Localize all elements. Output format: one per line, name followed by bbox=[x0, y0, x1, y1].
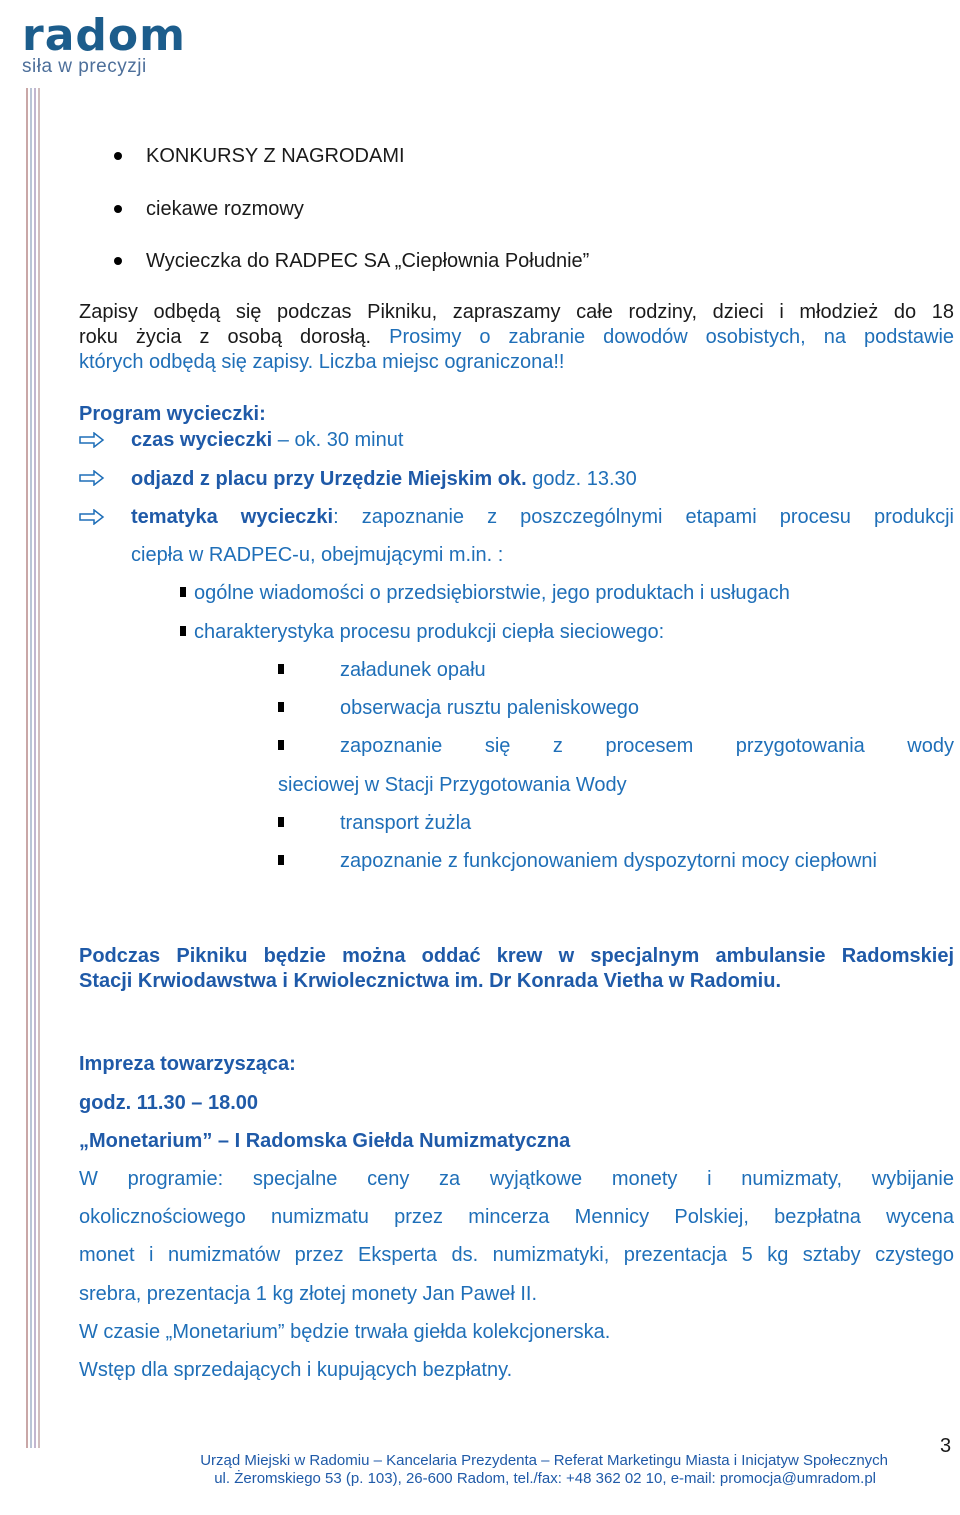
bullet-item: ciekawe rozmowy bbox=[146, 198, 304, 220]
footer-line: ul. Żeromskiego 53 (p. 103), 26-600 Radom, tel./fax: +48 362 02 10, e-mail: promocja@umradom.pl bbox=[214, 1470, 876, 1487]
square-bullet-icon bbox=[278, 855, 284, 865]
program-item-rest: : zapoznanie z poszczególnymi etapami procesu produkcji bbox=[333, 506, 954, 528]
square-bullet-icon bbox=[278, 664, 284, 674]
event-para-line: W programie: specjalne ceny za wyjątkowe monety i numizmaty, wybijanie bbox=[79, 1168, 954, 1190]
arrow-right-icon bbox=[79, 470, 105, 486]
sub-sub-item-cont: sieciowej w Stacji Przygotowania Wody bbox=[278, 774, 627, 796]
event-time: godz. 11.30 – 18.00 bbox=[79, 1092, 258, 1114]
intro-highlight: których odbędą się zapisy. bbox=[79, 351, 314, 373]
program-item-cont: ciepła w RADPEC-u, obejmującymi m.in. : bbox=[131, 544, 504, 566]
program-item-rest: – ok. 30 minut bbox=[272, 429, 404, 451]
program-item-rest: godz. 13.30 bbox=[526, 468, 637, 490]
bullet-dot bbox=[114, 152, 122, 160]
arrow-right-icon bbox=[79, 509, 105, 525]
intro-line bbox=[79, 350, 564, 374]
event-heading: Impreza towarzysząca: bbox=[79, 1053, 296, 1075]
footer-line: Urząd Miejski w Radomiu – Kancelaria Prezydenta – Referat Marketingu Miasta i Inicjatyw Społecznych bbox=[200, 1452, 888, 1469]
program-item-bold: czas wycieczki bbox=[131, 429, 273, 451]
program-item bbox=[131, 505, 954, 529]
event-para-line: monet i numizmatów przez Eksperta ds. numizmatyki, prezentacja 5 kg sztaby czystego bbox=[79, 1244, 954, 1266]
square-bullet-icon bbox=[180, 626, 186, 636]
square-bullet-icon bbox=[278, 702, 284, 712]
program-item-bold: tematyka wycieczki bbox=[131, 506, 334, 528]
logo-brand: radom bbox=[22, 10, 186, 61]
logo-tagline: siła w precyzji bbox=[22, 56, 147, 77]
arrow-right-icon bbox=[79, 432, 105, 448]
bullet-item: KONKURSY Z NAGRODAMI bbox=[146, 145, 405, 167]
program-item-bold: odjazd z placu przy Urzędzie Miejskim ok. bbox=[131, 468, 527, 490]
program-item bbox=[131, 467, 637, 491]
decorative-stripes bbox=[26, 88, 42, 1448]
event-para-line: okolicznościowego numizmatu przez mincerza Mennicy Polskiej, bezpłatna wycena bbox=[79, 1206, 954, 1228]
event-para-line: srebra, prezentacja 1 kg złotej monety Jan Paweł II. bbox=[79, 1283, 538, 1305]
sub-sub-item: załadunek opału bbox=[340, 659, 486, 681]
intro-highlight: Liczba miejsc ograniczona!! bbox=[313, 351, 565, 373]
event-title: „Monetarium” – I Radomska Giełda Numizmatyczna bbox=[79, 1130, 571, 1152]
intro-text: roku życia z osobą dorosłą. bbox=[79, 326, 390, 348]
blood-line: Podczas Pikniku będzie można oddać krew w specjalnym ambulansie Radomskiej bbox=[79, 945, 954, 967]
sub-sub-item: obserwacja rusztu paleniskowego bbox=[340, 697, 640, 719]
event-entry-line: Wstęp dla sprzedających i kupujących bezpłatny. bbox=[79, 1359, 513, 1381]
bullet-dot bbox=[114, 257, 122, 265]
intro-highlight: Prosimy o zabranie dowodów osobistych, na podstawie bbox=[389, 326, 955, 348]
sub-sub-item: zapoznanie z funkcjonowaniem dyspozytorni mocy ciepłowni bbox=[340, 850, 877, 872]
sub-sub-item: zapoznanie się z procesem przygotowania wody bbox=[340, 735, 954, 757]
intro-line bbox=[79, 325, 954, 349]
square-bullet-icon bbox=[278, 817, 284, 827]
square-bullet-icon bbox=[180, 587, 186, 597]
program-heading: Program wycieczki: bbox=[79, 403, 266, 425]
program-item bbox=[131, 428, 403, 452]
bullet-dot bbox=[114, 205, 122, 213]
sub-sub-item: transport żużla bbox=[340, 812, 472, 834]
blood-line: Stacji Krwiodawstwa i Krwiolecznictwa im. Dr Konrada Vietha w Radomiu. bbox=[79, 970, 782, 992]
bullet-item: Wycieczka do RADPEC SA „Ciepłownia Południe” bbox=[146, 250, 590, 272]
intro-line: Zapisy odbędą się podczas Pikniku, zapraszamy całe rodziny, dzieci i młodzież do 18 bbox=[79, 301, 954, 323]
sub-item: charakterystyka procesu produkcji ciepła sieciowego: bbox=[194, 621, 665, 643]
sub-item: ogólne wiadomości o przedsiębiorstwie, jego produktach i usługach bbox=[194, 582, 790, 604]
event-market-line: W czasie „Monetarium” będzie trwała giełda kolekcjonerska. bbox=[79, 1321, 611, 1343]
square-bullet-icon bbox=[278, 740, 284, 750]
page-number: 3 bbox=[940, 1435, 952, 1457]
